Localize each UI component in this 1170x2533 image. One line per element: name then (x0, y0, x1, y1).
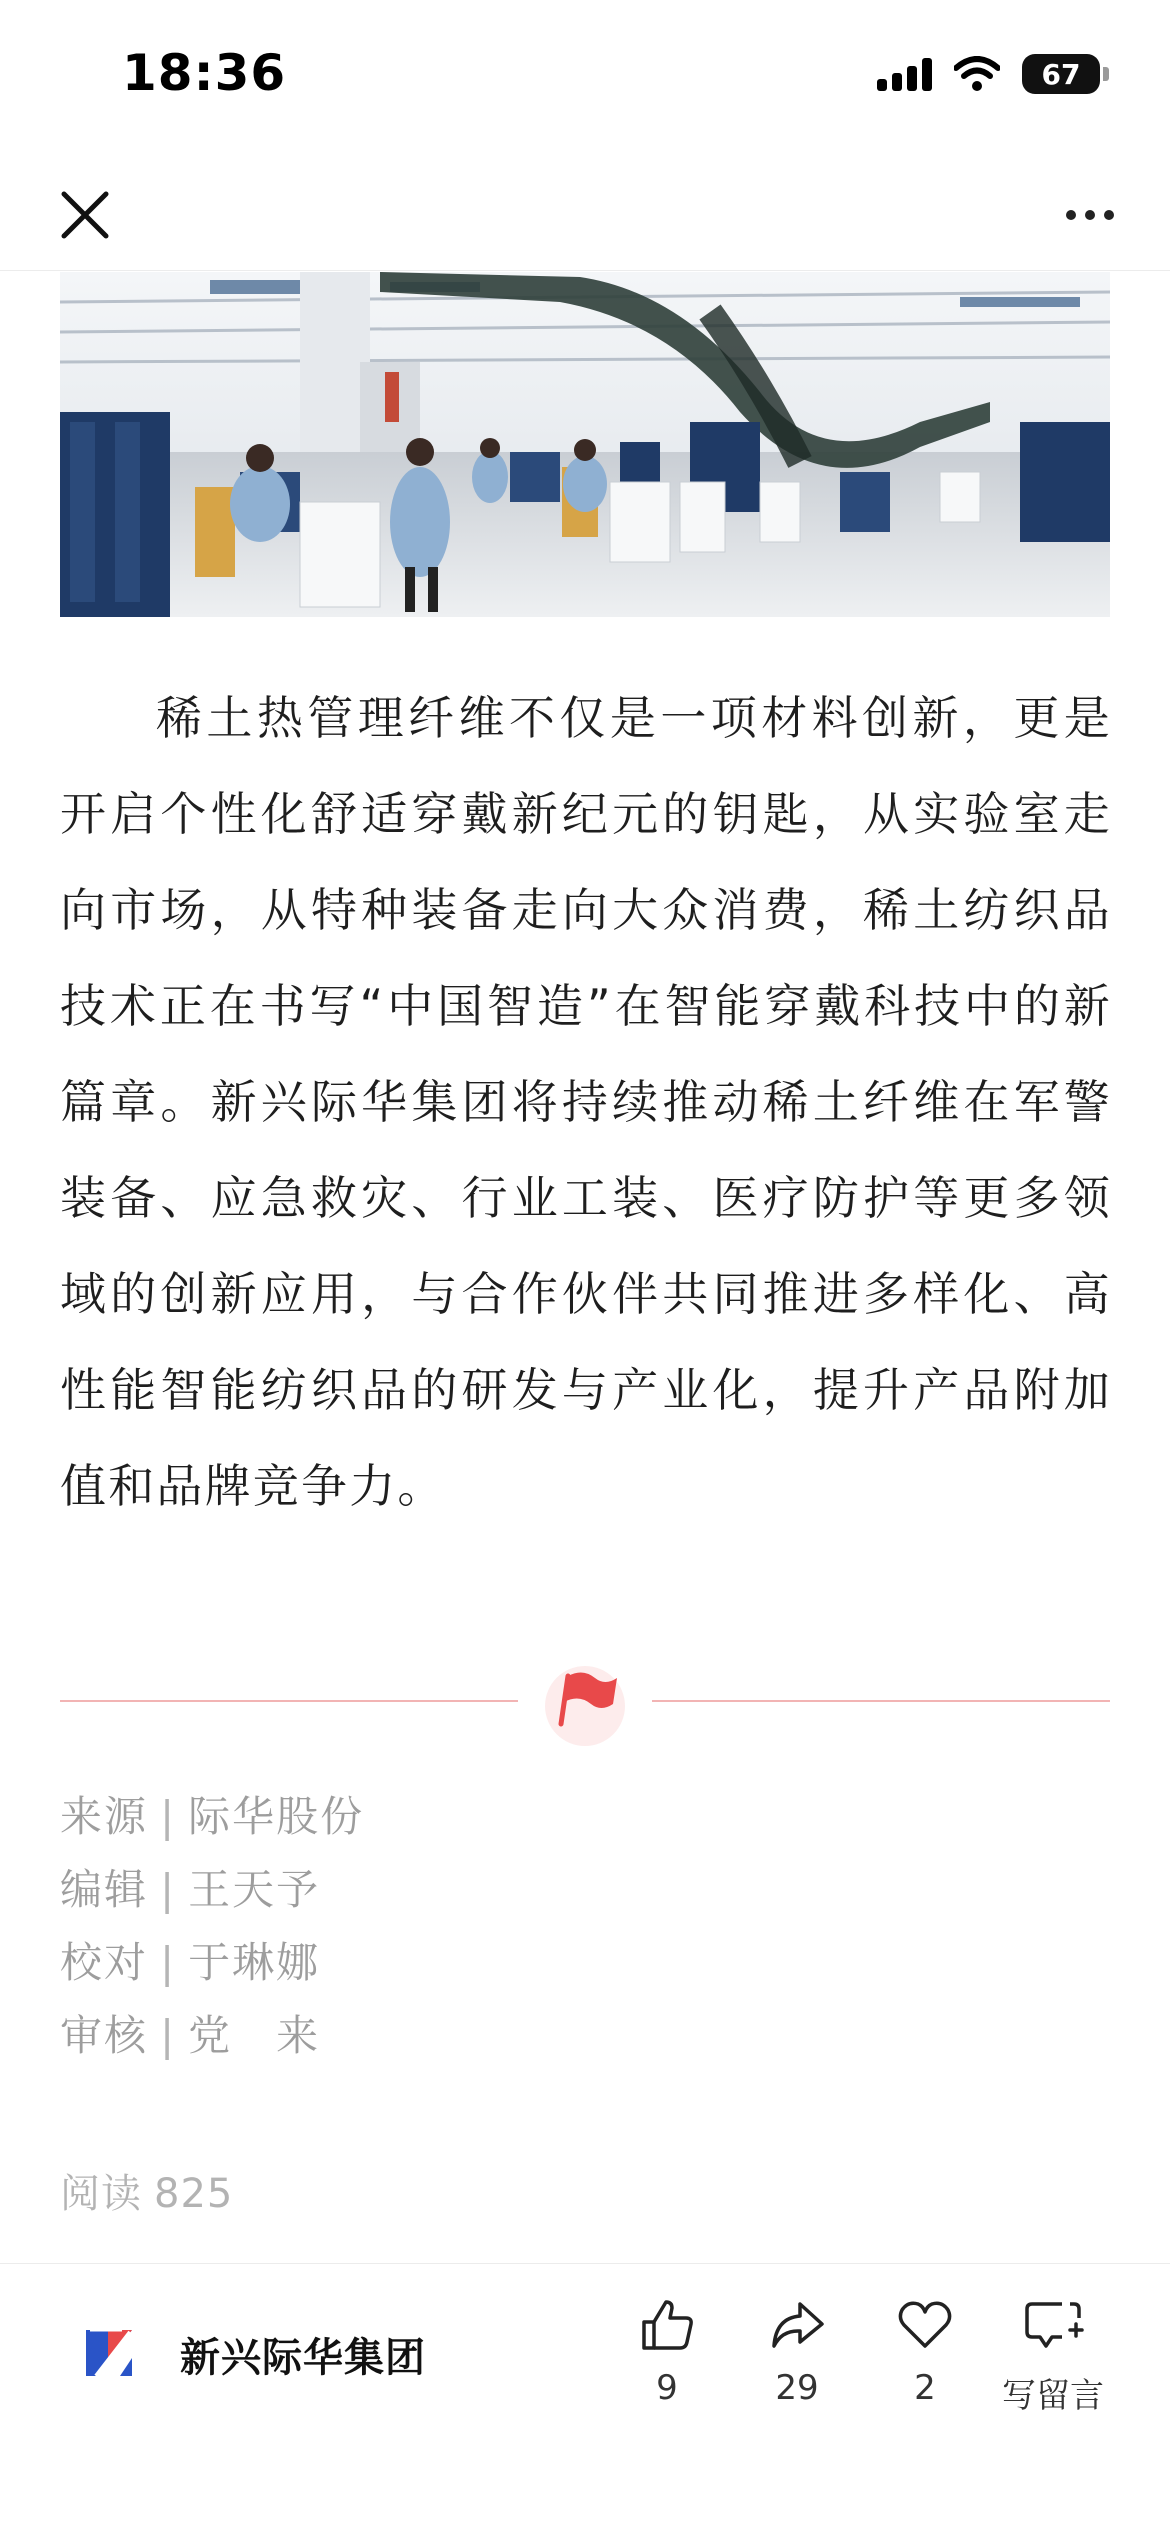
credit-label: 编辑 (60, 1865, 149, 1914)
divider-line-right (652, 1700, 1110, 1702)
bottom-action-bar (0, 2263, 1170, 2533)
brand-logo-icon (78, 2322, 140, 2384)
read-count (60, 2162, 233, 2219)
credit-separator: | (160, 1792, 177, 1841)
status-icons (877, 54, 1100, 94)
thumbs-up-icon (638, 2296, 696, 2354)
more-dot-icon (1104, 210, 1114, 220)
more-dot-icon (1066, 210, 1076, 220)
credit-editor (60, 1853, 364, 1926)
divider-line-left (60, 1700, 518, 1702)
credit-source (60, 1780, 364, 1853)
close-icon (50, 180, 120, 250)
article-photo (60, 272, 1110, 617)
article-credits (60, 1780, 364, 2072)
comment-add-icon (1022, 2296, 1084, 2354)
credit-reviewer (60, 1999, 364, 2072)
account-name[interactable]: 新兴际华集团 (180, 2335, 426, 2381)
favorite-button[interactable] (865, 2296, 985, 2408)
battery-icon (1022, 54, 1100, 94)
credit-label: 来源 (60, 1792, 149, 1841)
article-paragraph: 稀土热管理纤维不仅是一项材料创新，更是开启个性化舒适穿戴新纪元的钥匙，从实验室走向市场，从特种装备走向大众消费，稀土纺织品技术正在书写“中国智造”在智能穿戴科技中的新篇章。新兴际华集团将持续推动稀土纤维在军警装备、应急救灾、行业工装、医疗防护等更多领域的创新应用，与合作伙伴共同推进多样化、高性能智能纺织品的研发与产业化，提升产品附加值和品牌竞争力。 (60, 691, 1112, 1513)
nav-bar (0, 150, 1170, 271)
read-count-label: 阅读 (60, 2171, 142, 2217)
credit-value: 王天予 (188, 1865, 321, 1914)
credit-label: 审核 (60, 2011, 149, 2060)
credit-label: 校对 (60, 1938, 149, 1987)
read-count-value: 825 (154, 2171, 234, 2217)
credit-value: 于琳娜 (188, 1938, 321, 1987)
status-bar (0, 0, 1170, 150)
share-count: 29 (775, 2368, 819, 2408)
credit-separator: | (160, 1865, 177, 1914)
credit-separator: | (160, 2011, 177, 2060)
status-time: 18:36 (122, 44, 287, 102)
favorite-count: 2 (914, 2368, 936, 2408)
more-dot-icon (1085, 210, 1095, 220)
share-arrow-icon (768, 2296, 826, 2354)
like-button[interactable] (607, 2296, 727, 2408)
credit-value: 际华股份 (188, 1792, 365, 1841)
cellular-signal-icon (877, 57, 932, 91)
like-count: 9 (656, 2368, 678, 2408)
share-button[interactable] (737, 2296, 857, 2408)
credit-separator: | (160, 1938, 177, 1987)
heart-icon (896, 2296, 954, 2354)
credit-proofreader (60, 1926, 364, 1999)
wifi-icon (954, 56, 1000, 92)
close-button[interactable] (50, 180, 120, 250)
battery-level: 67 (1041, 57, 1081, 91)
credit-value: 党 来 (188, 2011, 321, 2060)
write-comment-button[interactable] (993, 2296, 1113, 2417)
more-options-button[interactable] (1050, 190, 1130, 240)
section-divider (60, 1640, 1110, 1760)
red-flag-icon (535, 1654, 635, 1754)
write-comment-label: 写留言 (1002, 2376, 1104, 2416)
account-logo[interactable] (78, 2322, 140, 2384)
